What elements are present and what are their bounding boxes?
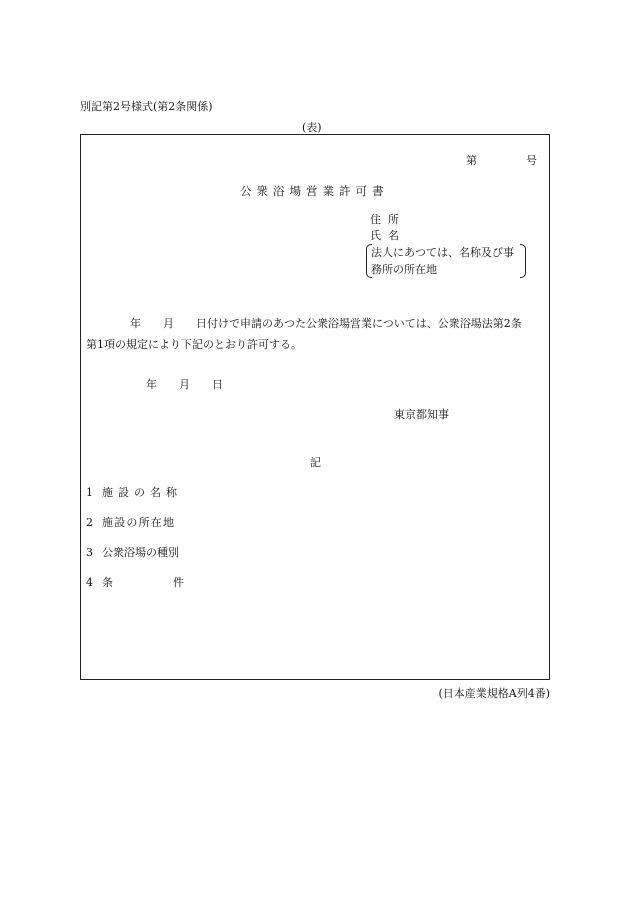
item-number: 3 — [86, 546, 93, 559]
issue-date — [146, 376, 223, 392]
document-frame — [80, 134, 550, 680]
item-label: 施設の名称 — [102, 486, 182, 499]
side-label: (表) — [302, 121, 322, 134]
permit-body-text — [86, 313, 546, 355]
item-label: 条 件 — [102, 576, 184, 589]
number-suffix: 号 — [526, 154, 537, 167]
corporate-note-line1: 法人にあつては、名称及び事 — [371, 246, 514, 259]
form-title: 別記第2号様式(第2条関係) — [80, 100, 213, 113]
date-year: 年 — [146, 378, 157, 391]
item-number: 4 — [86, 576, 93, 589]
name-label: 氏名 — [370, 229, 406, 242]
item-number: 2 — [86, 516, 93, 529]
body-text-line1: 日付けで申請のあつた公衆浴場営業については、公衆浴場法第2条 — [196, 317, 522, 330]
ki-heading: 記 — [310, 456, 321, 469]
body-text-line2: 第1項の規定により下記のとおり許可する。 — [86, 338, 302, 351]
list-item — [86, 484, 182, 500]
date-day: 日 — [212, 378, 223, 391]
number-prefix: 第 — [466, 154, 477, 167]
address-label: 住所 — [370, 213, 406, 226]
list-item — [86, 574, 184, 590]
item-label: 公衆浴場の種別 — [102, 546, 179, 559]
list-item — [86, 514, 175, 530]
date-month: 月 — [179, 378, 190, 391]
footer-note: (日本産業規格A列4番) — [438, 687, 550, 700]
issuer: 東京都知事 — [394, 408, 449, 421]
body-month: 月 — [163, 317, 174, 330]
corporate-note — [366, 243, 526, 279]
body-year: 年 — [130, 317, 141, 330]
document-title: 公衆浴場営業許可書 — [240, 184, 389, 198]
item-number: 1 — [86, 486, 93, 499]
item-label: 施設の所在地 — [102, 516, 176, 529]
corporate-note-line2: 務所の所在地 — [371, 263, 437, 276]
list-item — [86, 544, 179, 560]
